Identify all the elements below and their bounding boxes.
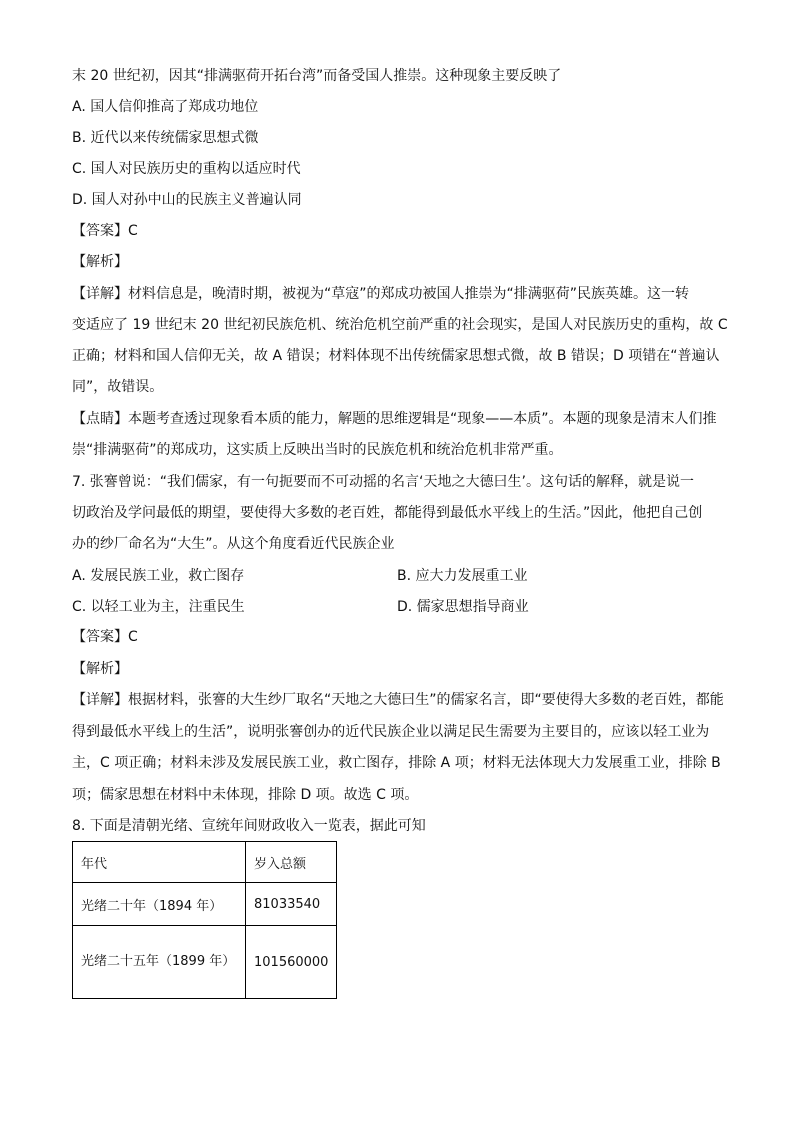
q6-analysis-label: 【解析】 — [72, 254, 128, 270]
table-row — [73, 926, 337, 999]
q7-detail-line: 【详解】根据材料，张謇的大生纱厂取名“天地之大德曰生”的儒家名言，即“要使得大多数的老百姓，都能 — [72, 692, 724, 708]
table-header-row — [73, 842, 337, 883]
table-row — [73, 883, 337, 926]
table-cell-revenue: 81033540 — [246, 883, 337, 926]
q6-detail-line: 同”，故错误。 — [72, 379, 164, 395]
q6-option-a: A. 国人信仰推高了郑成功地位 — [72, 99, 259, 115]
q7-detail-line: 得到最低水平线上的生活”，说明张謇创办的近代民族企业以满足民生需要为主要目的，应该以轻工业为 — [72, 724, 710, 740]
q6-comment-line: 崇“排满驱荷”的郑成功，这实质上反映出当时的民族危机和统治危机非常严重。 — [72, 442, 563, 458]
q8-stem: 8. 下面是清朝光绪、宣统年间财政收入一览表，据此可知 — [72, 818, 426, 834]
table-header-cell: 年代 — [73, 842, 246, 883]
q7-option-c: C. 以轻工业为主，注重民生 — [72, 599, 245, 615]
revenue-table — [72, 841, 337, 999]
q7-stem-line: 7. 张謇曾说：“我们儒家，有一句扼要而不可动摇的名言‘天地之大德曰生’。这句话的解释，就是说一 — [72, 474, 694, 490]
q7-detail-line: 项；儒家思想在材料中未体现，排除 D 项。故选 C 项。 — [72, 787, 419, 803]
q7-option-b: B. 应大力发展重工业 — [397, 568, 528, 584]
table-cell-year: 光绪二十年（1894 年） — [73, 883, 246, 926]
q6-option-c: C. 国人对民族历史的重构以适应时代 — [72, 161, 301, 177]
q6-comment-line: 【点睛】本题考查透过现象看本质的能力，解题的思维逻辑是“现象——本质”。本题的现象是清末人们推 — [72, 411, 717, 427]
q6-option-b: B. 近代以来传统儒家思想式微 — [72, 130, 259, 146]
q7-option-d: D. 儒家思想指导商业 — [397, 599, 529, 615]
q6-option-d: D. 国人对孙中山的民族主义普遍认同 — [72, 192, 302, 208]
q7-option-a: A. 发展民族工业，救亡图存 — [72, 568, 245, 584]
q6-detail-line: 变适应了 19 世纪末 20 世纪初民族危机、统治危机空前严重的社会现实，是国人对民族历史的重构，故 C — [72, 317, 728, 333]
q7-stem-line: 办的纱厂命名为“大生”。从这个角度看近代民族企业 — [72, 536, 395, 552]
table-header-cell: 岁入总额 — [246, 842, 337, 883]
table-cell-year-wrap — [73, 926, 246, 999]
q7-detail-line: 主，C 项正确；材料未涉及发展民族工业，救亡图存，排除 A 项；材料无法体现大力发展重工业，排除 B — [72, 755, 721, 771]
table-cell-revenue: 101560000 — [246, 926, 337, 999]
q6-stem: 末 20 世纪初，因其“排满驱荷开拓台湾”而备受国人推崇。这种现象主要反映了 — [72, 68, 562, 84]
q7-analysis-label: 【解析】 — [72, 661, 128, 677]
table-cell-year: 光绪二十五年（1899 年） — [81, 954, 236, 969]
q6-answer: 【答案】C — [72, 223, 138, 239]
q6-detail-line: 正确；材料和国人信仰无关，故 A 错误；材料体现不出传统儒家思想式微，故 B 错误；D 项错在“普遍认 — [72, 348, 720, 364]
q6-detail-line: 【详解】材料信息是，晚清时期，被视为“草寇”的郑成功被国人推崇为“排满驱荷”民族英雄。这一转 — [72, 286, 690, 302]
q7-stem-line: 切政治及学问最低的期望，要使得大多数的老百姓，都能得到最低水平线上的生活。”因此，他把自己创 — [72, 505, 703, 521]
q7-answer: 【答案】C — [72, 629, 138, 645]
